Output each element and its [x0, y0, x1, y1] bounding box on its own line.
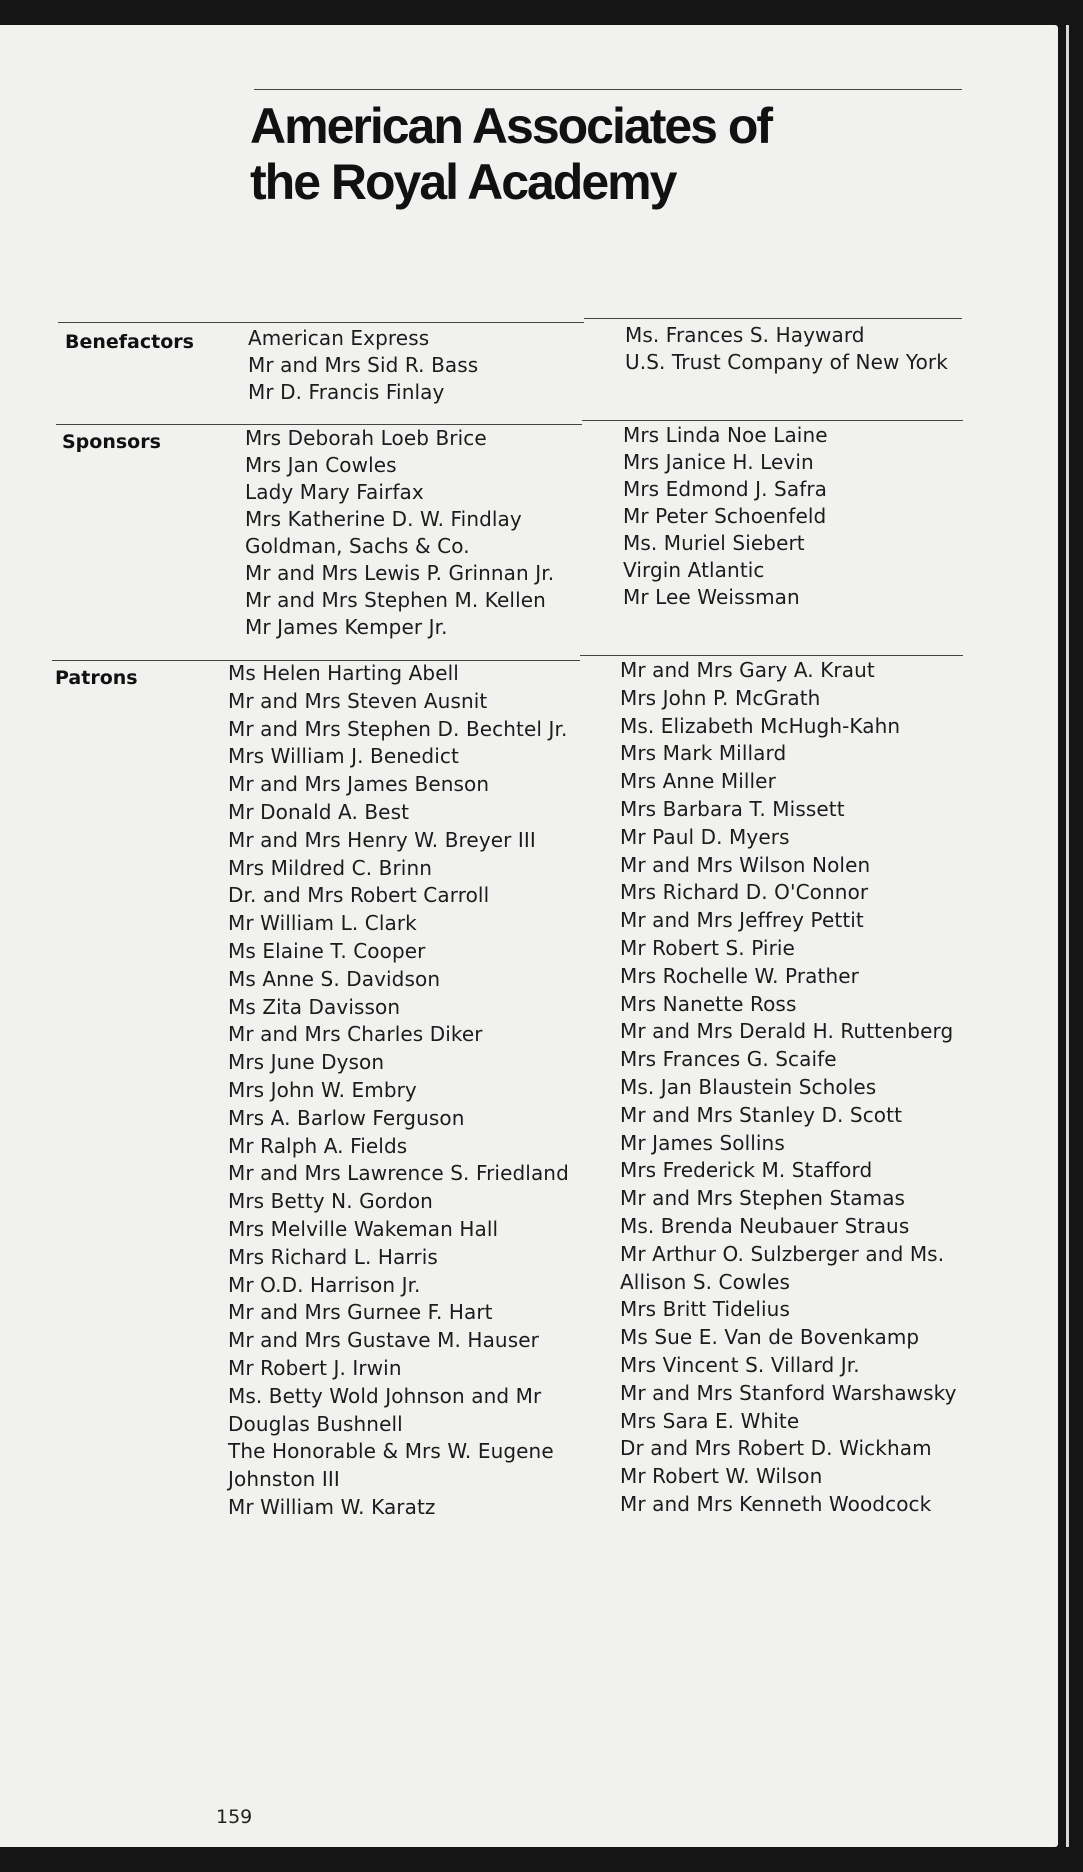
list-item: The Honorable & Mrs W. Eugene [228, 1439, 554, 1464]
list-item: Ms Elaine T. Cooper [228, 938, 426, 963]
list-item: Mrs Edmond J. Safra [623, 477, 828, 501]
list-item: Mrs Mark Millard [620, 741, 787, 766]
list-item: Mr and Mrs Stephen D. Bechtel Jr. [228, 716, 568, 741]
list-item: Ms. Elizabeth McHugh-Kahn [620, 713, 901, 738]
page-edge [1066, 25, 1069, 1847]
list-item: Mr and Mrs Derald H. Ruttenberg [620, 1019, 954, 1044]
list-item: Mr Robert S. Pirie [620, 935, 795, 960]
list-item: Mrs A. Barlow Ferguson [228, 1105, 465, 1130]
list-item: Mrs Deborah Loeb Brice [245, 426, 487, 450]
list-item: Mrs Britt Tidelius [620, 1297, 790, 1322]
list-item: Mr and Mrs Kenneth Woodcock [620, 1491, 932, 1516]
list-item: Mrs Linda Noe Laine [623, 423, 828, 447]
list-item: Ms. Muriel Siebert [623, 531, 805, 555]
list-item: Mr and Mrs Stanley D. Scott [620, 1102, 903, 1127]
benefactors-right-column [625, 322, 948, 376]
list-item: Mr and Mrs Gurnee F. Hart [228, 1300, 493, 1325]
list-item: Dr. and Mrs Robert Carroll [228, 883, 490, 908]
list-item: Mr and Mrs Stephen M. Kellen [245, 588, 546, 612]
list-item: Mrs Rochelle W. Prather [620, 963, 859, 988]
list-item: Mrs William J. Benedict [228, 744, 459, 769]
list-item: Ms Helen Harting Abell [228, 661, 459, 685]
patrons-right-column [620, 657, 957, 1519]
list-item: Mr D. Francis Finlay [248, 380, 445, 404]
list-item: Ms Zita Davisson [228, 994, 401, 1019]
list-item: Mrs Barbara T. Missett [620, 796, 845, 821]
list-item: Mrs Richard L. Harris [228, 1244, 438, 1269]
list-item: Mr and Mrs Lawrence S. Friedland [228, 1161, 569, 1186]
list-item: Mrs Mildred C. Brinn [228, 855, 432, 880]
list-item: Mr and Mrs Gustave M. Hauser [228, 1328, 539, 1353]
benefactors-rule-right [584, 318, 962, 319]
list-item: Mr Robert W. Wilson [620, 1464, 823, 1489]
list-item: American Express [248, 326, 430, 350]
patrons-label: Patrons [55, 667, 138, 689]
benefactors-left-column [248, 325, 478, 406]
list-item: Ms. Frances S. Hayward [625, 323, 865, 347]
list-item: Goldman, Sachs & Co. [245, 534, 470, 558]
list-item: Mr and Mrs James Benson [228, 772, 490, 797]
list-item: Virgin Atlantic [623, 558, 765, 582]
list-item: Mrs Frances G. Scaife [620, 1047, 837, 1072]
list-item: Mrs Melville Wakeman Hall [228, 1216, 499, 1241]
list-item: Mr and Mrs Sid R. Bass [248, 353, 479, 377]
list-item: Mrs Richard D. O'Connor [620, 880, 869, 905]
list-item: Mr William L. Clark [228, 911, 417, 936]
list-item: Dr and Mrs Robert D. Wickham [620, 1436, 932, 1461]
list-item: Mr James Sollins [620, 1130, 785, 1155]
list-item: Mrs Janice H. Levin [623, 450, 814, 474]
list-item: Mrs Nanette Ross [620, 991, 797, 1016]
list-item: Ms. Brenda Neubauer Straus [620, 1213, 910, 1238]
list-item: Mrs June Dyson [228, 1050, 385, 1075]
sponsors-left-column [245, 425, 554, 641]
list-item: Mr and Mrs Lewis P. Grinnan Jr. [245, 561, 555, 585]
list-item: Mrs John P. McGrath [620, 685, 821, 710]
list-item: Mr and Mrs Henry W. Breyer III [228, 827, 536, 852]
list-item: Mrs Katherine D. W. Findlay [245, 507, 522, 531]
patrons-rule-right [580, 655, 963, 656]
list-item: Allison S. Cowles [620, 1269, 790, 1294]
list-item: Mr and Mrs Gary A. Kraut [620, 658, 875, 682]
top-rule [254, 89, 962, 90]
list-item: Ms Anne S. Davidson [228, 966, 441, 991]
list-item: Mrs John W. Embry [228, 1077, 417, 1102]
list-item: Mr O.D. Harrison Jr. [228, 1272, 421, 1297]
list-item: Mr and Mrs Steven Ausnit [228, 688, 488, 713]
list-item: Ms Sue E. Van de Bovenkamp [620, 1325, 920, 1350]
list-item: Mr William W. Karatz [228, 1494, 436, 1519]
list-item: Ms. Jan Blaustein Scholes [620, 1074, 877, 1099]
patrons-left-column [228, 660, 569, 1522]
list-item: Mr and Mrs Jeffrey Pettit [620, 908, 864, 933]
list-item: Mr and Mrs Stephen Stamas [620, 1186, 906, 1211]
page-title [250, 98, 771, 210]
sponsors-label: Sponsors [62, 431, 161, 453]
list-item: Mr and Mrs Wilson Nolen [620, 852, 871, 877]
list-item: Mr Robert J. Irwin [228, 1355, 402, 1380]
benefactors-rule-left [58, 322, 584, 323]
list-item: Mr Paul D. Myers [620, 824, 790, 849]
list-item: Mrs Sara E. White [620, 1408, 800, 1433]
list-item: Mr Donald A. Best [228, 799, 410, 824]
title-line-2: the Royal Academy [250, 154, 676, 210]
list-item: Mr Peter Schoenfeld [623, 504, 827, 528]
list-item: Johnston III [228, 1467, 340, 1492]
list-item: Mr and Mrs Stanford Warshawsky [620, 1380, 957, 1405]
sponsors-rule-right [582, 420, 963, 421]
list-item: Mrs Vincent S. Villard Jr. [620, 1352, 860, 1377]
list-item: Mr and Mrs Charles Diker [228, 1022, 483, 1047]
benefactors-label: Benefactors [65, 331, 194, 353]
list-item: Mrs Betty N. Gordon [228, 1189, 433, 1214]
list-item: Mrs Anne Miller [620, 769, 776, 794]
list-item: Douglas Bushnell [228, 1411, 403, 1436]
list-item: Ms. Betty Wold Johnson and Mr [228, 1383, 542, 1408]
list-item: Lady Mary Fairfax [245, 480, 424, 504]
list-item: Mrs Frederick M. Stafford [620, 1158, 873, 1183]
list-item: Mr Ralph A. Fields [228, 1133, 408, 1158]
list-item: Mr Arthur O. Sulzberger and Ms. [620, 1241, 945, 1266]
list-item: Mr James Kemper Jr. [245, 615, 448, 639]
list-item: U.S. Trust Company of New York [625, 350, 948, 374]
list-item: Mrs Jan Cowles [245, 453, 397, 477]
sponsors-right-column [623, 422, 828, 611]
title-line-1: American Associates of [250, 98, 772, 154]
list-item: Mr Lee Weissman [623, 585, 800, 609]
page-number: 159 [216, 1806, 253, 1828]
